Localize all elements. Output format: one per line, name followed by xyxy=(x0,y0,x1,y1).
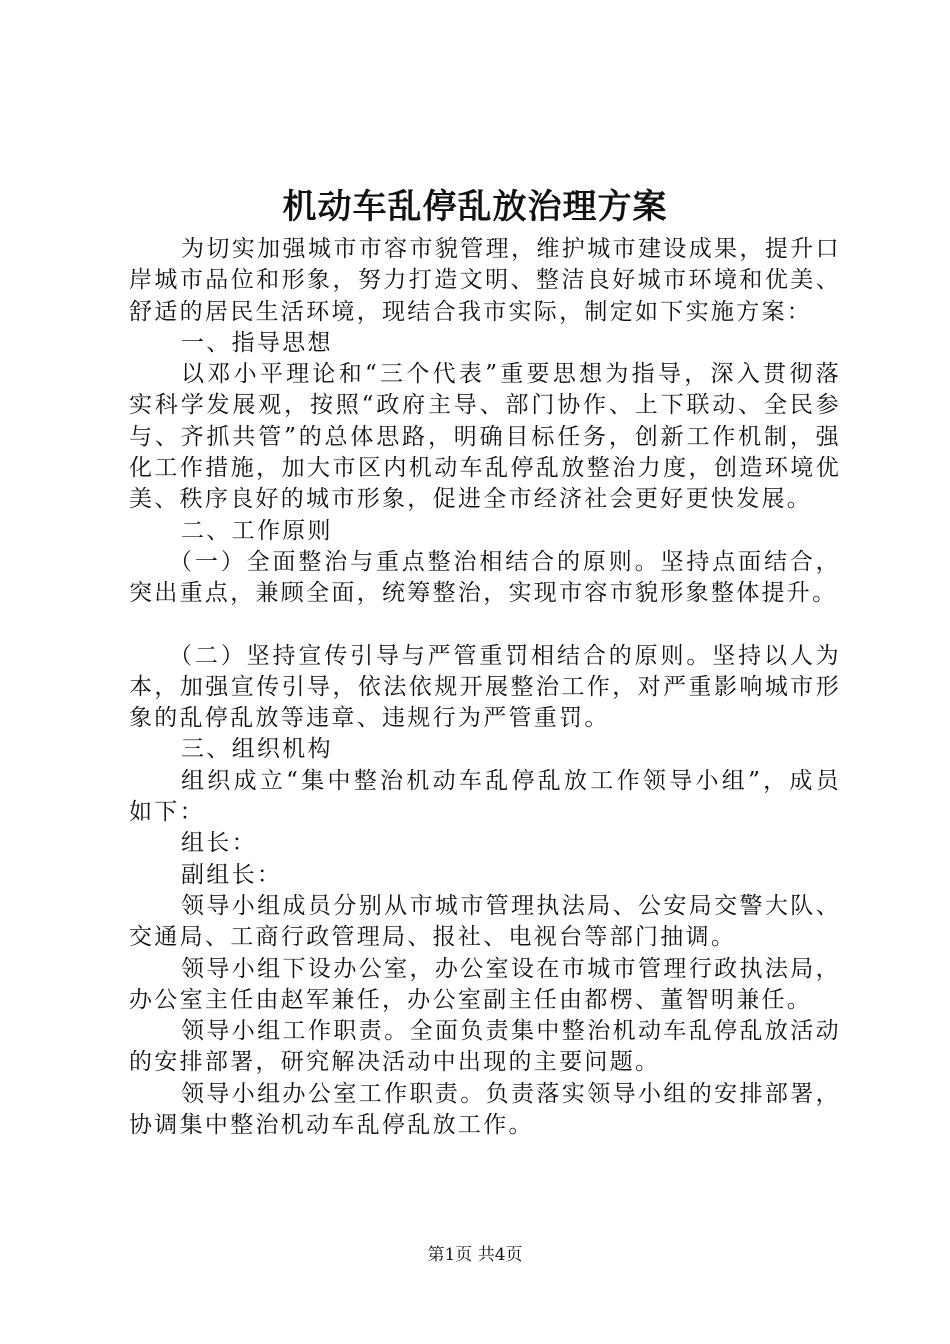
paragraph-group-duties: 领导小组工作职责。全面负责集中整治机动车乱停乱放活动的安排部署，研究解决活动中出现的主要问题。 xyxy=(129,1018,841,1076)
paragraph-intro: 为切实加强城市市容市貌管理，维护城市建设成果，提升口岸城市品位和形象，努力打造文明、整洁良好城市环境和优美、舒适的居民生活环境，现结合我市实际，制定如下实施方案： xyxy=(129,236,841,325)
paragraph-office-duties: 领导小组办公室工作职责。负责落实领导小组的安排部署，协调集中整治机动车乱停乱放工作。 xyxy=(129,1080,841,1139)
document-body xyxy=(129,234,841,1141)
paragraph-principle-1: （一）全面整治与重点整治相结合的原则。坚持点面结合，突出重点，兼顾全面，统筹整治，实现市容市貌形象整体提升。 xyxy=(129,548,841,607)
paragraph-group-leader: 组长： xyxy=(181,830,257,857)
paragraph-principle-2: （二）坚持宣传引导与严管重罚相结合的原则。坚持以人为本，加强宣传引导，依法依规开展整治工作，对严重影响城市形象的乱停乱放等违章、违规行为严管重罚。 xyxy=(129,642,841,732)
paragraph-members: 领导小组成员分别从市城市管理执法局、公安局交警大队、交通局、工商行政管理局、报社、电视台等部门抽调。 xyxy=(129,892,841,951)
section-heading-work-principles: 二、工作原则 xyxy=(181,517,333,544)
paragraph-deputy-leader: 副组长： xyxy=(181,861,283,888)
paragraph-office: 领导小组下设办公室，办公室设在市城市管理行政执法局，办公室主任由赵军兼任，办公室副主任由都楞、董智明兼任。 xyxy=(129,955,841,1013)
section-heading-organization: 三、组织机构 xyxy=(181,736,333,763)
paragraph-guiding-ideology: 以邓小平理论和“三个代表”重要思想为指导，深入贯彻落实科学发展观，按照“政府主导、部门协作、上下联动、全民参与、齐抓共管”的总体思路，明确目标任务，创新工作机制，强化工作措施，加大市区内机动车乱停乱放整治力度，创造环境优美、秩序良好的城市形象，促进全市经济社会更好更快发展。 xyxy=(129,361,841,513)
document-title: 机动车乱停乱放治理方案 xyxy=(282,187,668,227)
paragraph-organization: 组织成立“集中整治机动车乱停乱放工作领导小组”，成员如下： xyxy=(129,767,841,826)
page-footer: 第1页 共4页 xyxy=(427,1245,523,1265)
section-heading-guiding-ideology: 一、指导思想 xyxy=(181,329,333,356)
